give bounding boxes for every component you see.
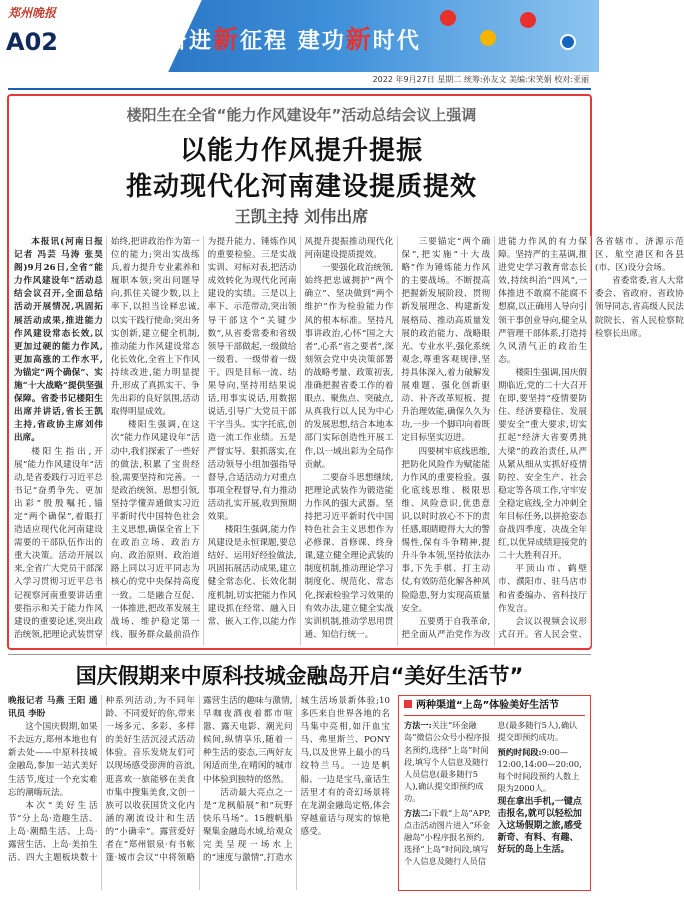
slogan-text-2: 征程 建功 bbox=[240, 29, 346, 54]
article-body bbox=[14, 236, 684, 646]
second-article-paragraph: 活动最大亮点之一是“龙枫船展”和“玩野快乐马场”。15艘帆船聚集金融岛水域,给观众完美呈现一场水上的“速度与激情”,打造水城生活场景新体验;10多匹来自世界各地的名马集中亮相,如汗血宝马、弗里斯兰、PONY马,以及世界上最小的马纹特兰马。一边是帆船、一边是宝马,童话生活里才有的奇幻场景将在龙湖金融岛定格,体会穿越童话与现实的惊艳感受。 bbox=[203, 696, 390, 864]
article-paragraph: 楼阳生强调,在这次“能力作风建设年”活动中,我们探索了一些好的做法,积累了宝贵经验,需要坚持和完善。一是政治统领、思想引领,坚持学懂弄通做实习近平新时代中国特色社会主义思想,确保全省上下在政治立场、政治方向、政治原则、政治道路上同以习近平同志为核心的党中央保持高度一致。二是融合互促、一体推进,把改革发展主战场、维护稳定第一线、服务群众最前沿作为提升能力、锤炼作风的重要检验。三是实战实训、对标对表,把活动成效转化为现代化河南建设的实绩。三是以上率下、示范带动,突出领导干部这个“关键少数”,从省委常委和省级领导干部做起,一级做给一级看、一级带着一级干。四是目标一流、结果导向,坚持用结果说话,用事实说话,用数据说话,引导广大党员干部干字当头、实字托底,创造一流工作业绩。五是严督实导、狠抓落实,在活动领导小组加强指导督导,合适活动力对重点事项全程督导,有力推动活动扎实开展,收到预期效果。 bbox=[110, 237, 297, 640]
runner-figure-icon bbox=[560, 34, 576, 50]
second-article-headline: 国庆假期来中原科技城金融岛开启“美好生活节” bbox=[75, 664, 524, 688]
second-article-byline: 晚报记者 马燕 王阳 通讯员 李盼 bbox=[8, 696, 98, 720]
runner-figure-icon bbox=[520, 12, 536, 28]
method-one-label: 方法一: bbox=[404, 720, 432, 731]
slogan-text-3: 时代 bbox=[372, 29, 421, 54]
header-divider bbox=[8, 88, 591, 90]
runner-figure-icon bbox=[480, 30, 496, 46]
article-paragraph: 会议以视频会议形式召开。省人民会堂、各省辖市、济源示范区、航空港区和各县(市、区)设分会场。 bbox=[498, 237, 684, 640]
sidebar-title bbox=[404, 700, 585, 716]
article-headline-line-1: 以能力作风提升提振 bbox=[179, 136, 423, 166]
page-number: A02 bbox=[6, 28, 58, 56]
article-paragraph: 楼阳生指出,开展“能力作风建设年”活动,是省委践行习近平总书记“奋勇争先、更加出彩”殷殷嘱托,锚定“两个确保”,着眼打造适应现代化河南建设需要的干部队伍作出的重大决策。活动开展以来,全省广大党员干部深入学习贯彻习近平总书记视察河南重要讲话重要指示和关于能力作风建设的重要论述,突出政治统领,把理论武装贯穿始终,把讲政治作为第一位的能力;突出实战练兵,着力提升专业素养和履职本领;突出问题导向,抓住关键少数,以上率下,以担当诠释忠诚,以实干践行使命;突出务实创新,建立健全机制,推动能力作风建设常态化长效化,全省上下作风持续改进,能力明显提升,形成了真抓实干、争先出彩的良好氛围,活动取得明显成效。 bbox=[14, 237, 200, 640]
sidebar-title-text: 两种渠道“上岛”体验美好生活节 bbox=[416, 700, 560, 711]
second-article-paragraph: 本次“美好生活节”分上岛·造趣生活、上岛·潮酷生活、上岛·露营生活、上岛·美拍生活、四大主题板块数十种系列活动,为不同年龄、不同爱好的你,带来一场多元、多彩、多样的美好生活沉浸式活动体验。音乐发烧友们可以现场感受澎湃的音浪,逛喜欢一旅能够在美食市集中搜集美食,文创一族可以收获国货文化内涵的潮流设计和生活的“小确幸”。露营爱好者在“郑州银泉·有书帐篷·城市会议”中将领略露营生活的趣味与激情,早咖夜酒夜着都市喧嚣、露天电影、潮光问候间,纵情享乐,随着一种生活的姿态,三两好友闲适而坐,在晴闲的城市中体验到独特的悠然。 bbox=[8, 696, 293, 864]
method-one bbox=[404, 719, 492, 804]
booking-time bbox=[498, 746, 586, 795]
lead-article bbox=[7, 94, 684, 650]
booking-time-text: 9:00—12:00,14:00—20:00,每个时间段预约人数上限为2000人。 bbox=[497, 746, 582, 794]
call-to-action: 现在拿出手机,一键点击报名,就可以轻松加入这场假期之旅,感受新奇、有料、有趣、好玩的岛上生活。 bbox=[497, 797, 582, 856]
article-paragraph: 一要强化政治统领,始终把忠诚拥护“两个确立”、坚决做到“两个维护”作为检验能力作风的根本标准。坚持凡事讲政治,心怀“国之大者”,心系“省之要者”,深刻领会党中央决策部署的战略考量、政策初衷,准确把握省委工作的着眼点、聚焦点、突破点,从真我行以人民为中心的发展思想,结合本地本部门实际创造性开展工作,以一域出彩为全局作贡献。 bbox=[304, 263, 394, 470]
masthead-banner bbox=[0, 0, 599, 72]
article-paragraph: 五要勇于自我革命,把全面从严治党作为改进能力作风的有力保障。坚持严的主基调,推进党史学习教育常态长效,持续纠治“四风”,一体推进不敢腐不能腐不想腐,以正确用人导向引领干事创业导向,健全从严管理干部体系,打造持久风清气正的政治生态。 bbox=[401, 237, 587, 640]
banner-slogan bbox=[165, 20, 421, 56]
booking-time-label: 预约时间段: bbox=[497, 746, 542, 757]
second-article-body bbox=[8, 695, 390, 890]
slogan-highlight-1: 新 bbox=[213, 25, 241, 54]
article-headline-line-2: 推动现代化河南建设提质提效 bbox=[125, 172, 477, 202]
article-subhead: 王凯主持 刘伟出席 bbox=[234, 207, 369, 226]
article-paragraph: 三要锚定“两个确保”,把实施“十大战略”作为锤炼能力作风的主要战场。不断提高把握新发展阶段、贯彻新发展理念、构建新发展格局、推动高质量发展的政治能力、战略眼光、专业水平,强化系统观念,尊重客观规律,坚持具体深入,着力破解发展难题、强化创新驱动、补齐改革短板、提升治理效能,确保久久为功,一步一个脚印向着既定目标坚实迈进。 bbox=[401, 237, 491, 444]
slogan-highlight-2: 新 bbox=[345, 25, 373, 54]
article-paragraph: 四要树牢底线思维,把防化风险作为赋能能力作风的重要检验。强化底线思维、极限思维、风险意识,优患意识,以时时放心不下的责任感,眼睛瞪得大大的警惕性,保有斗争精神,提升斗争本领,坚持依法办事,下先手棋、打主动仗,有效防范化解各种风险隐患,努力实现高质量安全。 bbox=[401, 446, 491, 614]
article-paragraph: 省委常委,省人大常委会、省政府、省政协领导同志,省高级人民法院院长、省人民检察院检察长出席。 bbox=[594, 276, 684, 339]
slogan-text-1: 奋进 bbox=[165, 29, 214, 54]
info-sidebar bbox=[398, 695, 591, 891]
runner-figure-icon bbox=[440, 10, 456, 26]
section-divider bbox=[8, 654, 591, 655]
article-paragraph: 楼阳生强调,国庆假期临近,党的二十大召开在即,要坚持“疫情要防住、经济要稳住、发展要安全”重大要求,切实扛起“经济大省要勇挑大梁”的政治责任,从严从紧从细从实抓好疫情防控、安全生产、社会稳定等各项工作,守牢安全稳定底线,全力冲刺全年目标任务,以拼抢姿态奋战四季度、决战全年红,以优异成绩迎接党的二十大胜利召开。 bbox=[498, 367, 587, 562]
method-two-label: 方法二: bbox=[404, 807, 432, 818]
sidebar-body bbox=[404, 719, 585, 867]
square-bullet-icon bbox=[404, 700, 412, 708]
method-one-text: 关注“环金融岛”微信公众号小程序报名预约,选择“上岛”时间段,填写个人信息及随行人员信息(最多随行5人),确认提交即预约成功。 bbox=[404, 720, 491, 804]
article-paragraph: 二要奋斗思想继续,把理论武装作为锻造能力作风的强大武器。坚持把习近平新时代中国特色社会主义思想作为必修课、首修课、终身课,建立健全理论武装的制度机制,推动理论学习制度化、规范化、常态化,探索检验学习效果的有效办法,建立健全实战实训机制,推动学思用贯通、知信行统一。 bbox=[304, 472, 394, 640]
method-two-text: 下载“上岛”APP,点击活动图片进入“环金融岛”小程序报名预约,选择“上岛”时间段,填写个人信息及随行人员信息(最多随行5人),确认提交即预约成功。 bbox=[404, 720, 578, 867]
second-article-paragraph: 这个国庆假期,如果不去远方,郑州本地也有新去处——中原科技城金融岛,参加一站式美好生活节,度过一个充实难忘的潮嗨玩法。 bbox=[8, 722, 98, 798]
edition-meta: 2022 年9月27日 星期二 统筹:孙友文 美编:宋笑娟 校对:亚丽 bbox=[372, 75, 589, 84]
article-lead-paragraph: 本报讯(河南日报记者 冯芸 马涛 张昊阁)9月26日,全省“能力作风建设年”活动总结会议召开,全面总结活动开展情况,巩固拓展活动成果,推进能力作风建设常态长效,以更加过硬的能力作风,更加高涨的工作水平,为锚定“两个确保”、实施“十大战略”提供坚强保障。省委书记楼阳生出席并讲话,省长王凯主持,省政协主席刘伟出席。 bbox=[14, 237, 103, 444]
article-kicker: 楼阳生在全省“能力作风建设年”活动总结会议上强调 bbox=[126, 106, 477, 124]
newspaper-brand: 郑州晚报 bbox=[8, 6, 57, 20]
article-paragraph: 平顶山市、鹤壁市、濮阳市、驻马店市和省委编办、省科技厅作发言。 bbox=[498, 564, 587, 614]
article-paragraph: 楼阳生强调,能力作风建设是永恒课题,要总结好、运用好经验做法,巩固拓展活动成果,建立健全常态化、长效化制度机制,切实把能力作风建设抓在经常、融入日常、嵌入工作,以能力作风提升提振推动现代化河南建设提质提效。 bbox=[207, 237, 394, 627]
